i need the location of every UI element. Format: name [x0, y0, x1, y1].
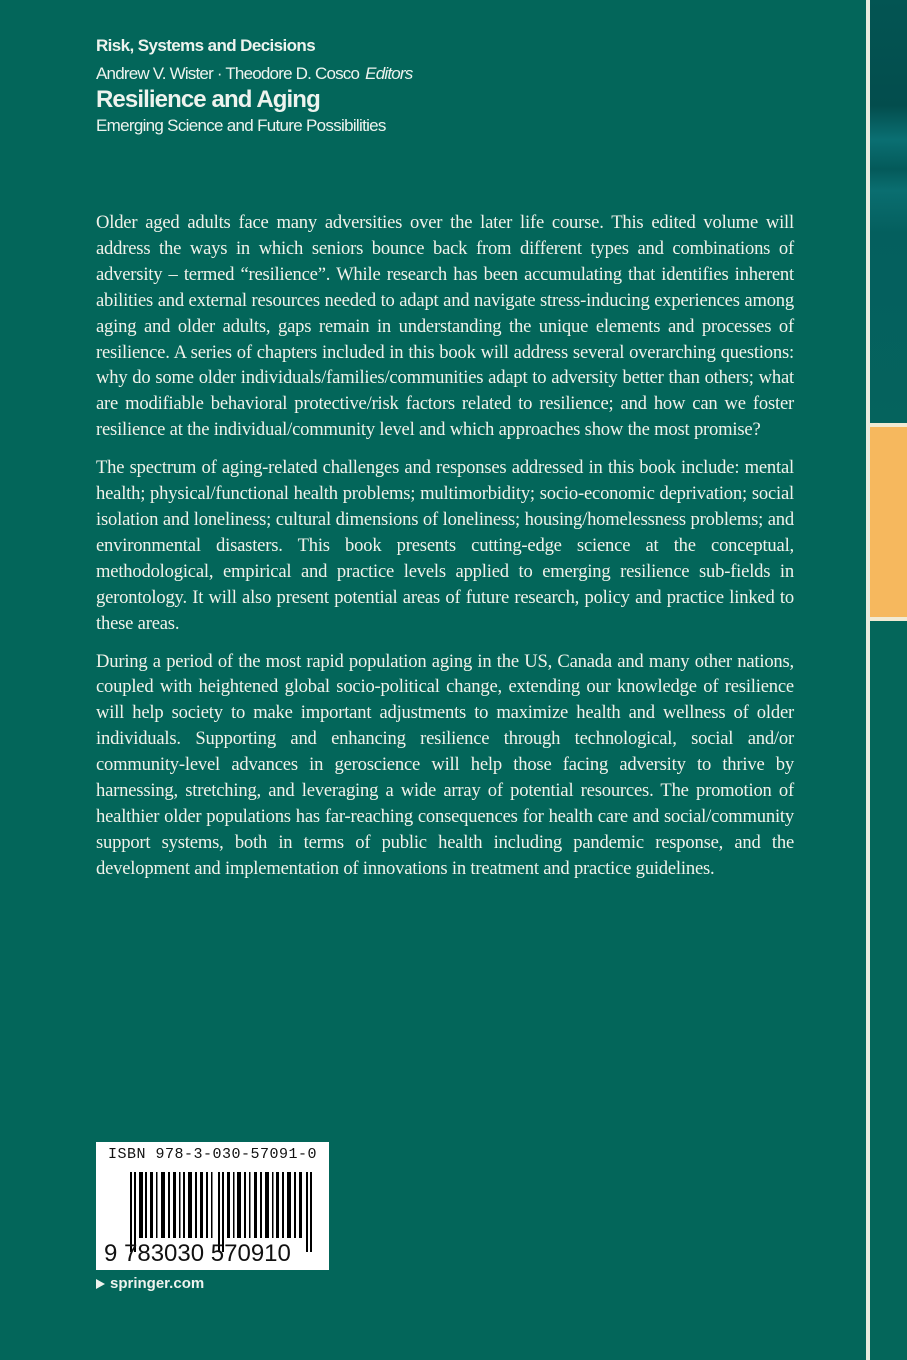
- blurb: [96, 210, 794, 894]
- book-title: Resilience and Aging: [96, 86, 320, 113]
- series-name: Risk, Systems and Decisions: [96, 36, 316, 55]
- isbn-label: ISBN 978-3-030-57091-0: [107, 1146, 318, 1163]
- spine-band-orange: [870, 427, 907, 617]
- publisher-link-text[interactable]: springer.com: [110, 1275, 205, 1292]
- spine-band-top: [870, 0, 907, 423]
- spine-band-bottom: [870, 621, 907, 1360]
- editors-line: [96, 64, 412, 84]
- barcode-digits: 9 783030 570910: [104, 1240, 291, 1267]
- book-subtitle: Emerging Science and Future Possibilities: [96, 116, 386, 135]
- right-triangle-icon: [96, 1279, 105, 1289]
- cover-header: [96, 36, 412, 136]
- editors-role: Editors: [365, 64, 413, 83]
- isbn-barcode: [96, 1142, 329, 1270]
- editor-names: Andrew V. Wister · Theodore D. Cosco: [96, 64, 360, 83]
- blurb-paragraph: Older aged adults face many adversities over the later life course. This edited volume will address the ways in which seniors bounce back from different types and combinations of adversity – termed “resilience”. While research has been accumulating that identifies inherent abilities and external resources needed to adapt and navigate stress-inducing experiences among aging and older adults, gaps remain in understanding the unique elements and processes of resilience. A series of chapters included in this book will address several overarching questions: why do some older individuals/families/communities adapt to adversity better than others; what are modifiable behavioral protective/risk factors related to resilience; and how can we foster resilience at the individual/community level and which approaches show the most promise?: [96, 212, 794, 441]
- publisher-link[interactable]: [96, 1275, 204, 1292]
- blurb-paragraph: The spectrum of aging-related challenges and responses addressed in this book include: mental health; physical/functional health problems; multimorbidity; socio-economic deprivation; social isolation and loneliness; cultural dimensions of loneliness; housing/homelessness problems; and environmental disasters. This book presents cutting-edge science at the conceptual, methodological, empirical and practice levels applied to emerging resilience sub-fields in gerontology. It will also present potential areas of future research, policy and practice linked to these areas.: [96, 457, 794, 634]
- blurb-paragraph: During a period of the most rapid population aging in the US, Canada and many other nations, coupled with heightened global socio-political change, extending our knowledge of resilience will help society to make important adjustments to maximize health and wellness of older individuals. Supporting and enhancing resilience through technological, social and/or community-level advances in geroscience will help those facing adversity to thrive by harnessing, stretching, and leveraging a wide array of potential resources. The promotion of healthier older populations has far-reaching consequences for health care and social/community support systems, both in terms of public health including pandemic response, and the development and implementation of innovations in treatment and practice guidelines.: [96, 650, 794, 879]
